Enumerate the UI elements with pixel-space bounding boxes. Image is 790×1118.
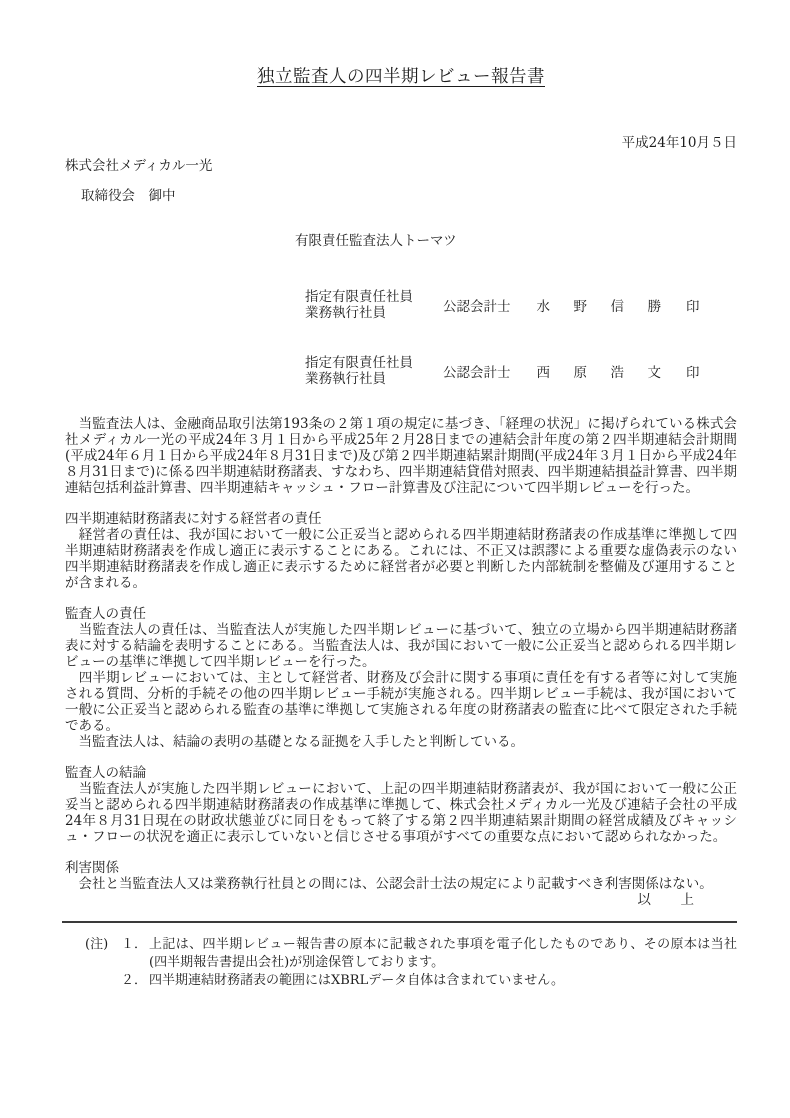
section-paragraph: 会社と当監査法人又は業務執行社員との間には、公認会計士法の規定により記載すべき利害関係はない。 — [65, 876, 713, 892]
section-paragraph: 当監査法人の責任は、当監査法人が実施した四半期レビューに基づいて、独立の立場から四半期連結財務諸表に対する結論を表明することにある。当監査法人は、我が国において一般に公正妥当と認められる四半期レビューの基準に準拠して四半期レビューを行った。 — [65, 622, 737, 670]
section-paragraph: 当監査法人が実施した四半期レビューにおいて、上記の四半期連結財務諸表が、我が国において一般に公正妥当と認められる四半期連結財務諸表の作成基準に準拠して、株式会社メディカル一光及び連結子会社の平成24年８月31日現在の財政状態並びに同日をもって終了する第２四半期連結累計期間の経営成績及びキャッシュ・フローの状況を適正に表示していないと信じさせる事項がすべての重要な点において認められなかった。 — [65, 781, 737, 845]
section-auditor-conclusion — [65, 765, 737, 845]
closing-mark: 以 上 — [637, 892, 702, 908]
signatory-name: 西 原 浩 文 — [536, 365, 666, 381]
notes-block — [65, 936, 737, 990]
signatory-block-1 — [65, 289, 737, 321]
section-heading: 利害関係 — [65, 860, 119, 876]
signatory-role-line2: 業務執行社員 — [305, 371, 386, 387]
section-paragraph: 四半期レビューにおいては、主として経営者、財務及び会計に関する事項に責任を有する者等に対して実施される質問、分析的手続その他の四半期レビュー手続が実施される。四半期レビュー手続は、我が国において一般に公正妥当と認められる監査の基準に準拠して実施される年度の財務諸表の監査に比べて限定された手続である。 — [65, 670, 737, 734]
note-text: 四半期連結財務諸表の範囲にはXBRLデータ自体は含まれていません。 — [149, 973, 565, 988]
note-text: 上記は、四半期レビュー報告書の原本に記載された事項を電子化したものであり、その原本は当社(四半期報告書提出会社)が別途保管しております。 — [149, 937, 737, 970]
addressee-company: 株式会社メディカル一光 — [65, 158, 213, 174]
note-item — [121, 936, 737, 972]
report-date: 平成24年10月５日 — [621, 135, 737, 151]
seal-mark: 印 — [686, 365, 700, 381]
section-conflicts-of-interest — [65, 860, 737, 892]
audit-firm-name: 有限責任監査法人トーマツ — [295, 233, 457, 249]
signatory-block-2 — [65, 355, 737, 387]
notes-items — [121, 936, 737, 990]
notes-label: (注) — [85, 937, 109, 952]
section-paragraph: 経営者の責任は、我が国において一般に公正妥当と認められる四半期連結財務諸表の作成基準に準拠して四半期連結財務諸表を作成し適正に表示することにある。これには、不正又は誤謬による重要な虚偽表示のない四半期連結財務諸表を作成し適正に表示するために経営者が必要と判断した内部統制を整備及び運用することが含まれる。 — [65, 527, 737, 591]
seal-mark: 印 — [686, 299, 700, 315]
section-heading: 監査人の責任 — [65, 606, 146, 622]
note-number: １． — [121, 937, 148, 952]
signatory-name: 水 野 信 勝 — [536, 299, 666, 315]
intro-paragraph: 当監査法人は、金融商品取引法第193条の２第１項の規定に基づき、「経理の状況」に掲げられている株式会社メディカル一光の平成24年３月１日から平成25年２月28日までの連結会計年度の第２四半期連結会計期間(平成24年６月１日から平成24年８月31日まで)及び第２四半期連結累計期間(平成24年３月１日から平成24年８月31日まで)に係る四半期連結財務諸表、すなわち、四半期連結貸借対照表、四半期連結損益計算書、四半期連結包括利益計算書、四半期連結キャッシュ・フロー計算書及び注記について四半期レビューを行った。 — [65, 416, 737, 496]
signatory-role-line1: 指定有限責任社員 — [305, 289, 413, 305]
note-item — [121, 972, 737, 990]
section-heading: 四半期連結財務諸表に対する経営者の責任 — [65, 511, 322, 527]
signatory-qualification: 公認会計士 — [443, 365, 511, 381]
page-title — [65, 64, 737, 90]
signatory-role-line2: 業務執行社員 — [305, 305, 386, 321]
signatory-role — [305, 355, 413, 387]
footer-divider — [62, 921, 737, 923]
section-paragraph: 当監査法人は、結論の表明の基礎となる証拠を入手したと判断している。 — [65, 734, 524, 750]
note-number: ２． — [121, 973, 148, 988]
signatory-role — [305, 289, 413, 321]
signatory-qualification: 公認会計士 — [443, 299, 511, 315]
page-title-text: 独立監査人の四半期レビュー報告書 — [257, 67, 545, 87]
section-heading: 監査人の結論 — [65, 765, 146, 781]
report-content — [0, 64, 790, 990]
signatory-role-line1: 指定有限責任社員 — [305, 355, 413, 371]
section-auditor-responsibility — [65, 606, 737, 750]
section-management-responsibility — [65, 511, 737, 591]
addressee-honorific: 取締役会 御中 — [81, 188, 176, 204]
